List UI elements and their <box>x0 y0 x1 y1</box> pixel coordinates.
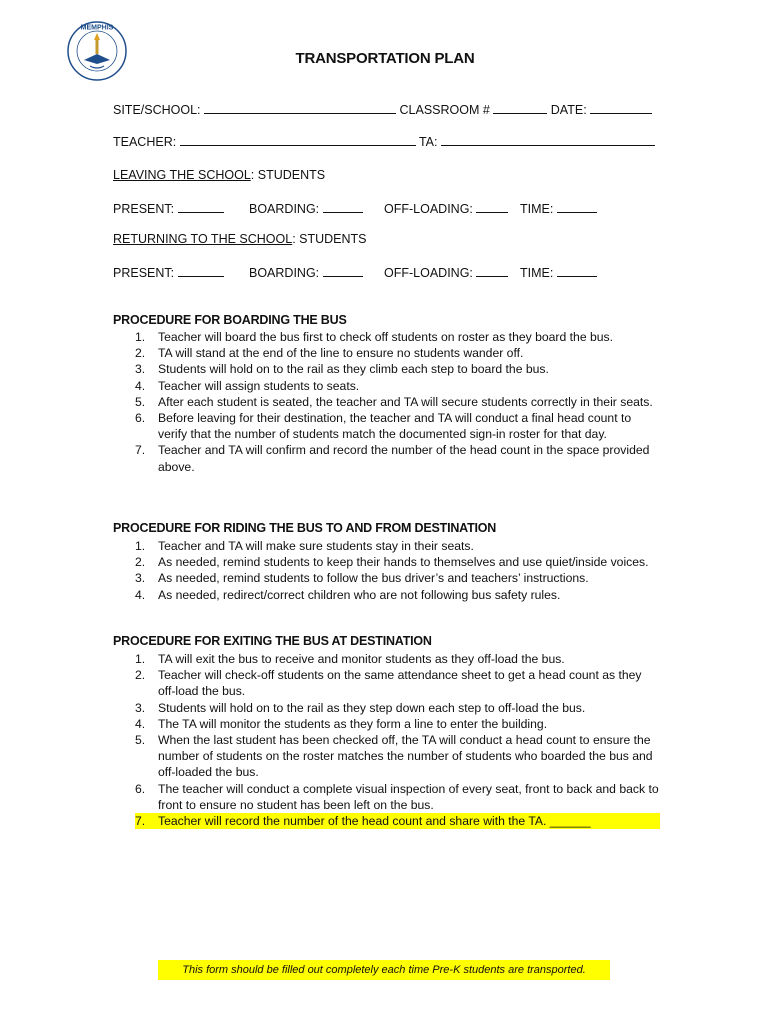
ta-field[interactable] <box>441 133 655 146</box>
list-item: 3. As needed, remind students to follow the bus driver’s and teachers’ instructions. <box>135 571 589 586</box>
present-field[interactable] <box>178 264 224 277</box>
leaving-suffix: : STUDENTS <box>250 168 326 182</box>
riding-procedure-list <box>135 538 660 603</box>
list-item: 6. The teacher will conduct a complete visual inspection of every seat, front to back and back to front to ensure no student has been left on the bus. <box>135 781 659 812</box>
list-item: 3. Students will hold on to the rail as they step down each step to off-load the bus. <box>135 700 586 715</box>
list-item: 4. As needed, redirect/correct children who are not following bus safety rules. <box>135 587 561 602</box>
leaving-time <box>520 200 597 216</box>
returning-time <box>520 264 597 280</box>
list-item: 2. TA will stand at the end of the line to ensure no students wander off. <box>135 346 524 361</box>
date-label: DATE: <box>550 103 587 117</box>
leaving-heading-row <box>113 168 325 182</box>
list-item: 1. TA will exit the bus to receive and monitor students as they off-load the bus. <box>135 652 565 666</box>
boarding-procedure-title: PROCEDURE FOR BOARDING THE BUS <box>113 313 347 327</box>
list-item: 3. Students will hold on to the rail as they climb each step to board the bus. <box>135 362 549 377</box>
time-field[interactable] <box>557 264 597 277</box>
leaving-heading: LEAVING THE SCHOOL <box>113 168 251 182</box>
list-item: 1. Teacher and TA will make sure students stay in their seats. <box>135 539 474 553</box>
time-field[interactable] <box>557 200 597 213</box>
boarding-field[interactable] <box>323 200 363 213</box>
classroom-label: CLASSROOM # <box>399 103 490 117</box>
leaving-present <box>113 200 224 216</box>
exiting-procedure-list <box>135 651 660 829</box>
returning-suffix: : STUDENTS <box>292 232 367 246</box>
leaving-boarding <box>249 200 363 216</box>
list-item: 1. Teacher will board the bus first to check off students on roster as they board the bus. <box>135 330 614 344</box>
offloading-label: OFF-LOADING: <box>384 202 473 216</box>
site-label: SITE/SCHOOL: <box>113 103 201 117</box>
list-item: 7. Teacher and TA will confirm and record the number of the head count in the space provided above. <box>135 443 650 474</box>
time-label: TIME: <box>520 266 554 280</box>
time-label: TIME: <box>520 202 554 216</box>
returning-offloading <box>384 264 508 280</box>
list-item: 6. Before leaving for their destination, the teacher and TA will conduct a final head count to verify that the number of students match the documented sign-in roster for that day. <box>135 411 632 442</box>
leaving-offloading <box>384 200 508 216</box>
list-item: 5. After each student is seated, the teacher and TA will secure students correctly in their seats. <box>135 394 653 409</box>
list-item: 2. Teacher will check-off students on the same attendance sheet to get a head count as they off-load the bus. <box>135 668 642 699</box>
boarding-label: BOARDING: <box>249 202 320 216</box>
offloading-label: OFF-LOADING: <box>384 266 473 280</box>
leaving-counts-row <box>113 200 633 216</box>
returning-counts-row <box>113 264 633 280</box>
returning-boarding <box>249 264 363 280</box>
footer-note: This form should be filled out completely each time Pre-K students are transported. <box>158 960 610 980</box>
list-item: 2. As needed, remind students to keep their hands to themselves and use quiet/inside voices. <box>135 555 649 570</box>
returning-heading: RETURNING TO THE SCHOOL <box>113 232 293 246</box>
date-field[interactable] <box>590 101 652 114</box>
highlighted-list-item: 7. Teacher will record the number of the head count and share with the TA. ______ <box>135 813 660 829</box>
site-row <box>113 101 652 117</box>
returning-present <box>113 264 224 280</box>
list-item: 5. When the last student has been checked off, the TA will conduct a head count to ensure the number of students on the roster matches the number of students who boarded the bus and off-loaded the bus. <box>135 733 653 780</box>
riding-procedure-title: PROCEDURE FOR RIDING THE BUS TO AND FROM DESTINATION <box>113 521 497 535</box>
exiting-procedure-title: PROCEDURE FOR EXITING THE BUS AT DESTINATION <box>113 634 432 648</box>
present-field[interactable] <box>178 200 224 213</box>
present-label: PRESENT: <box>113 202 175 216</box>
teacher-label: TEACHER: <box>113 135 177 149</box>
boarding-procedure-list <box>135 329 660 475</box>
teacher-field[interactable] <box>180 133 416 146</box>
classroom-field[interactable] <box>493 101 547 114</box>
returning-heading-row <box>113 232 367 246</box>
present-label: PRESENT: <box>113 266 175 280</box>
boarding-field[interactable] <box>323 264 363 277</box>
logo-text: MEMPHIS <box>80 24 114 32</box>
site-field[interactable] <box>204 101 396 114</box>
offloading-field[interactable] <box>476 200 508 213</box>
list-item: 4. Teacher will assign students to seats. <box>135 378 360 393</box>
offloading-field[interactable] <box>476 264 508 277</box>
list-item: 4. The TA will monitor the students as they form a line to enter the building. <box>135 716 548 731</box>
teacher-row <box>113 133 655 149</box>
page-title: TRANSPORTATION PLAN <box>295 50 475 67</box>
boarding-label: BOARDING: <box>249 266 320 280</box>
ta-label: TA: <box>418 135 438 149</box>
